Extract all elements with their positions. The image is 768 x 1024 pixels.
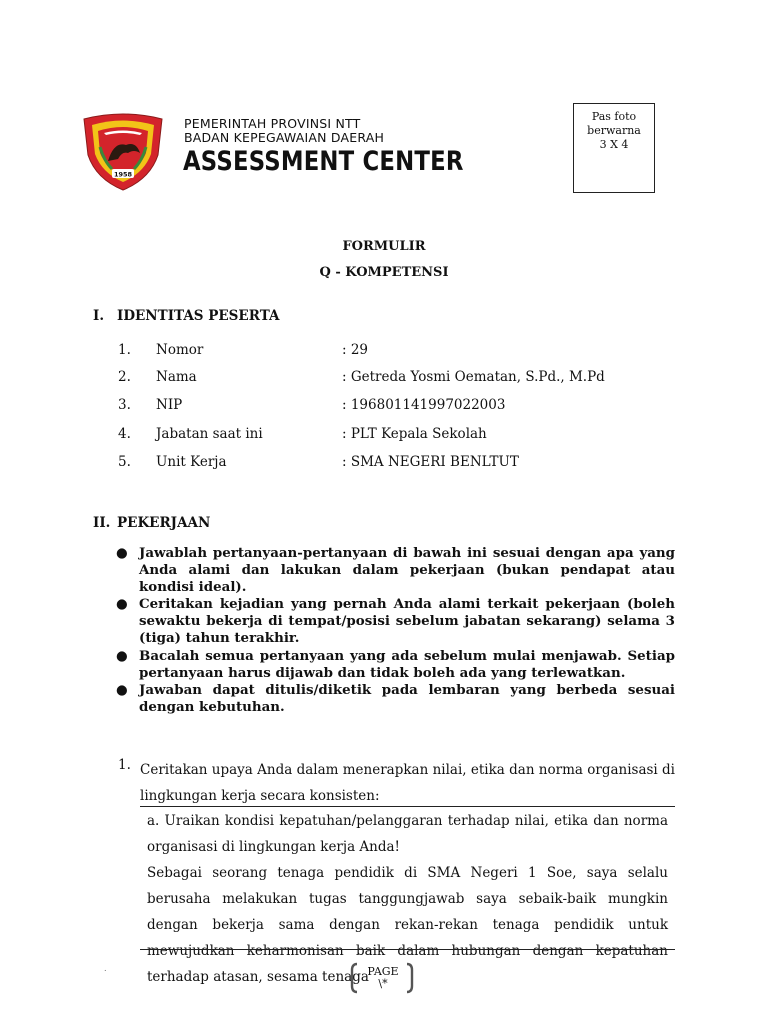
row-number: 2. [118,369,131,385]
row-number: 3. [118,397,131,413]
answer-text: Sebagai seorang tenaga pendidik di SMA Negeri 1 Soe, saya selalu berusaha melakukan tugas tanggungjawab saya sebaik-baik mungkin dengan bekerja sama dengan rekan-rekan tenaga pendidik untuk mewujudkan keharmonisan baik dalam hubungan dengan kepatuhan terhadap atasan, sesama tenaga [147,865,668,985]
photo-placeholder-box [573,103,655,193]
answer-box-top-rule [140,806,675,807]
instruction-text: Jawaban dapat ditulis/diketik pada lembaran yang berbeda sesuai dengan kebutuhan. [139,681,675,715]
bullet-icon: ● [116,596,128,613]
provincial-emblem-logo [78,111,168,191]
row-value: : 29 [342,342,369,358]
row-label: Nomor [156,342,204,358]
row-number: 1. [118,342,131,358]
stray-mark: . [104,964,107,973]
instruction-text: Jawablah pertanyaan-pertanyaan di bawah ini sesuai dengan apa yang Anda alami dan lakukan dalam pekerjaan (bukan pendapat atau kondisi ideal). [139,545,675,596]
section-title: IDENTITAS PESERTA [117,308,280,324]
photo-box-line-3: 3 X 4 [599,138,629,151]
bullet-icon: ● [116,681,128,698]
photo-box-line-2: berwarna [587,124,641,137]
section-title: PEKERJAAN [117,515,211,531]
section-number: II. [93,515,111,531]
section-work-heading [93,515,210,531]
page-number-field [350,966,416,990]
instruction-item [116,648,675,682]
row-label: Unit Kerja [156,454,227,470]
question-number: 1. [118,757,131,773]
row-value: : PLT Kepala Sekolah [342,426,487,442]
row-value: : Getreda Yosmi Oematan, S.Pd., M.Pd [342,369,605,385]
row-label: NIP [156,397,183,413]
bullet-icon: ● [116,545,128,561]
row-number: 4. [118,426,131,442]
instruction-item [116,682,675,716]
header-government-line: PEMERINTAH PROVINSI NTT [184,116,361,131]
instruction-text: Bacalah semua pertanyaan yang ada sebelum mulai menjawab. Setiap pertanyaan harus dijawab dan tidak boleh ada yang terlewatkan. [139,647,675,681]
section-number: I. [93,308,105,324]
row-label: Jabatan saat ini [156,426,263,442]
instruction-item [116,545,675,596]
row-value: : 196801141997022003 [342,397,506,413]
row-number: 5. [118,454,131,470]
logo-year: 1958 [113,170,133,179]
section-identity-heading [93,308,280,324]
question-text: Ceritakan upaya Anda dalam menerapkan nilai, etika dan norma organisasi di lingkungan kerja secara konsisten: [140,762,675,804]
header-assessment-center-title: ASSESSMENT CENTER [183,146,464,177]
photo-box-line-1: Pas foto [591,110,637,123]
sub-question-a: a. Uraikan kondisi kepatuhan/pelanggaran terhadap nilai, etika dan norma organisasi di lingkungan kerja Anda! [147,813,668,855]
instruction-text: Ceritakan kejadian yang pernah Anda alami terkait pekerjaan (boleh sewaktu bekerja di tempat/posisi sebelum jabatan sekarang) selama 3 (tiga) tahun terakhir. [139,596,675,647]
page-field-label: PAGE [367,965,399,978]
instruction-list [116,545,675,716]
page-field-code: \* [378,977,388,990]
header-agency-line: BADAN KEPEGAWAIAN DAERAH [184,130,385,145]
form-title: FORMULIR [342,239,426,254]
answer-box-bottom-rule [140,949,675,950]
form-subtitle: Q - KOMPETENSI [319,265,449,280]
row-label: Nama [156,369,197,385]
bullet-icon: ● [116,647,128,664]
row-value: : SMA NEGERI BENLTUT [342,454,519,470]
instruction-item [116,596,675,647]
